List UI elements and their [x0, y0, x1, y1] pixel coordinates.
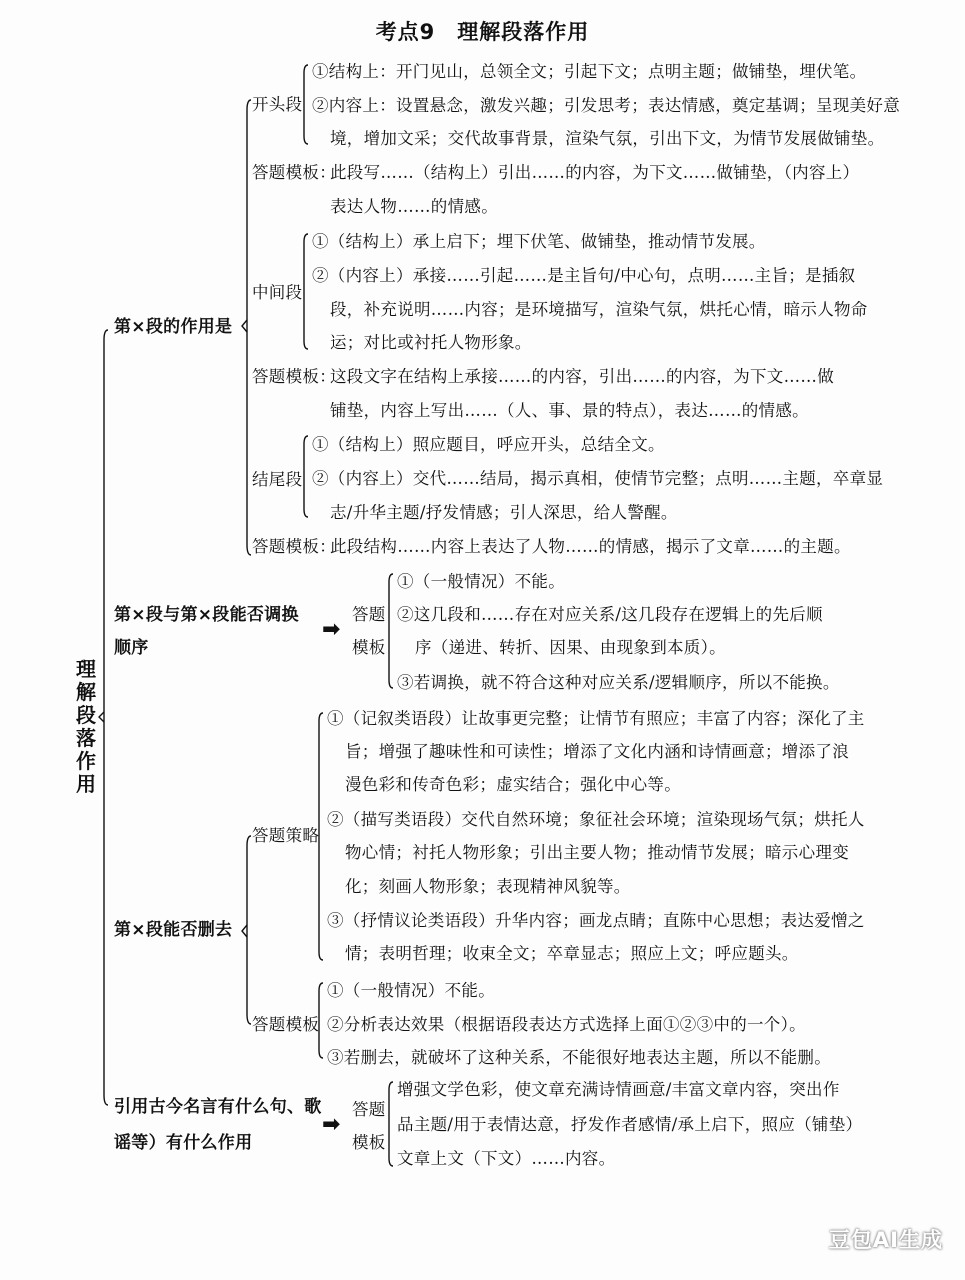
section3-label: 第×段能否删去	[114, 920, 233, 940]
opening-item-2b: 境，增加文采；交代故事背景，渲染气氛，引出下文，为情节发展做铺垫。	[330, 129, 885, 148]
section2-item-1: ①（一般情况）不能。	[397, 572, 565, 591]
watermark: 豆包AI生成	[828, 1228, 943, 1252]
section1-label: 第×段的作用是	[114, 317, 233, 337]
deletion-template-item-2: ②分析表达效果（根据语段表达方式选择上面①②③中的一个）。	[327, 1015, 806, 1034]
deletion-template-label: 答题模板	[252, 1015, 320, 1034]
arrow-right-icon: ➡	[322, 617, 341, 642]
section2-item-2a: ②这几段和……存在对应关系/这几段存在逻辑上的先后顺	[397, 605, 823, 624]
strategy-label: 答题策略	[252, 826, 320, 845]
opening-template-label: 答题模板：	[252, 163, 336, 182]
section4-label-line-2: 谣等）有什么作用	[114, 1133, 253, 1153]
strategy-item-2a: ②（描写类语段）交代自然环境；象征社会环境；渲染现场气氛；烘托人	[327, 810, 865, 829]
strategy-item-1a: ①（记叙类语段）让故事更完整；让情节有照应；丰富了内容；深化了主	[327, 709, 865, 728]
section4-line-3: 文章上文（下文）……内容。	[397, 1149, 616, 1168]
strategy-item-1b: 旨；增强了趣味性和可读性；增添了文化内涵和诗情画意；增添了浪	[345, 742, 849, 761]
middle-item-2a: ②（内容上）承接……引起……是主旨句/中心句，点明……主旨；是插叙	[312, 266, 856, 285]
strategy-item-3a: ③（抒情议论类语段）升华内容；画龙点睛；直陈中心思想；表达爱憎之	[327, 911, 865, 930]
middle-item-2c: 运；对比或衬托人物形象。	[330, 333, 532, 352]
section2-label-line-2: 顺序	[114, 638, 149, 658]
strategy-item-2c: 化；刻画人物形象；表现精神风貌等。	[345, 877, 631, 896]
ending-template-line-1: 此段结构……内容上表达了人物……的情感，揭示了文章……的主题。	[330, 537, 851, 556]
middle-template-label: 答题模板：	[252, 367, 336, 386]
section2-template-label-b: 模板	[352, 638, 386, 657]
section4-template-label-b: 模板	[352, 1133, 386, 1152]
middle-item-1: ①（结构上）承上启下；埋下伏笔、做铺垫，推动情节发展。	[312, 232, 766, 251]
section4-line-2: 品主题/用于表情达意，抒发作者感情/承上启下，照应（铺垫）	[397, 1115, 863, 1134]
deletion-template-item-3: ③若删去，就破坏了这种关系，不能很好地表达主题，所以不能删。	[327, 1048, 831, 1067]
opening-template-line-2: 表达人物……的情感。	[330, 197, 498, 216]
section4-label-line-1: 引用古今名言有什么句、歌	[114, 1097, 322, 1117]
page-title: 考点9 理解段落作用	[375, 20, 590, 44]
middle-item-2b: 段，补充说明……内容；是环境描写，渲染气氛，烘托心情，暗示人物命	[330, 300, 868, 319]
middle-template-line-2: 铺垫，内容上写出……（人、事、景的特点），表达……的情感。	[330, 401, 809, 420]
ending-template-label: 答题模板：	[252, 537, 336, 556]
deletion-template-item-1: ①（一般情况）不能。	[327, 981, 495, 1000]
strategy-item-1c: 漫色彩和传奇色彩；虚实结合；强化中心等。	[345, 775, 681, 794]
ending-paragraph-label: 结尾段	[252, 470, 303, 489]
opening-template-line-1: 此段写……（结构上）引出……的内容，为下文……做铺垫，（内容上）	[330, 163, 860, 182]
opening-item-2a: ②内容上：设置悬念，激发兴趣；引发思考；表达情感，奠定基调；呈现美好意	[312, 96, 900, 115]
section4-template-label-a: 答题	[352, 1100, 386, 1119]
ending-item-1: ①（结构上）照应题目，呼应开头，总结全文。	[312, 435, 665, 454]
opening-item-1: ①结构上：开门见山，总领全文；引起下文；点明主题；做铺垫，埋伏笔。	[312, 62, 867, 81]
section2-item-2b: 序（递进、转折、因果、由现象到本质）。	[415, 638, 726, 657]
ending-item-2b: 志/升华主题/抒发情感；引人深思，给人警醒。	[330, 503, 678, 522]
section2-label-line-1: 第×段与第×段能否调换	[114, 605, 299, 625]
strategy-item-3b: 情；表明哲理；收束全文；卒章显志；照应上文；呼应题头。	[345, 944, 799, 963]
middle-paragraph-label: 中间段	[252, 283, 303, 302]
section2-template-label-a: 答题	[352, 605, 386, 624]
opening-paragraph-label: 开头段	[252, 95, 303, 114]
ending-item-2a: ②（内容上）交代……结局，揭示真相，使情节完整；点明……主题，卒章显	[312, 469, 884, 488]
middle-template-line-1: 这段文字在结构上承接……的内容，引出……的内容，为下文……做	[330, 367, 834, 386]
strategy-item-2b: 物心情；衬托人物形象；引出主要人物；推动情节发展；暗示心理变	[345, 843, 849, 862]
arrow-right-icon-2: ➡	[322, 1112, 341, 1137]
root-label: 理解段落作用	[76, 657, 96, 796]
section2-item-3: ③若调换，就不符合这种对应关系/逻辑顺序，所以不能换。	[397, 673, 840, 692]
section4-line-1: 增强文学色彩，使文章充满诗情画意/丰富文章内容，突出作	[397, 1080, 840, 1099]
